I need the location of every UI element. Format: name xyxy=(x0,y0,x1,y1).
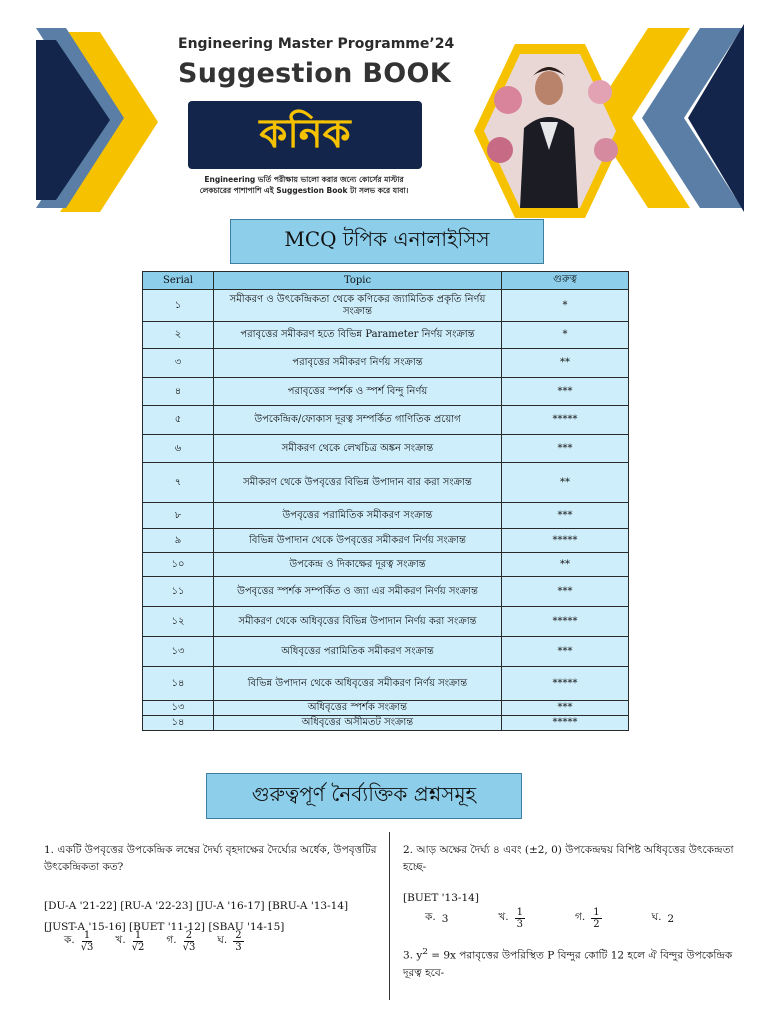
serial-cell: ১৪ xyxy=(143,667,214,701)
topic-cell: উপবৃত্তের স্পর্শক সম্পর্কিত ও জ্যা এর সমীকরণ নির্ণয় সংক্রান্ত xyxy=(214,577,502,607)
table-row xyxy=(143,701,629,716)
question-2 xyxy=(403,842,749,876)
table-row xyxy=(143,577,629,607)
topic-cell: বিভিন্ন উপাদান থেকে অধিবৃত্তের সমীকরণ নির্ণয় সংক্রান্ত xyxy=(214,667,502,701)
question-1-number: 1. xyxy=(44,844,55,856)
importance-cell: *** xyxy=(502,637,629,667)
topic-cell: পরাবৃত্তের সমীকরণ হতে বিভিন্ন Parameter নির্ণয় সংক্রান্ত xyxy=(214,322,502,349)
topic-cell: সমীকরণ ও উৎকেন্দ্রিকতা থেকে কণিকের জ্যামিতিক প্রকৃতি নির্ণয় সংক্রান্ত xyxy=(214,290,502,322)
q1-option-gha: ঘ. $\frac{2}{3}$ xyxy=(217,930,242,953)
topic-cell: সমীকরণ থেকে লেখচিত্র অঙ্কন সংক্রান্ত xyxy=(214,435,502,463)
table-row xyxy=(143,349,629,378)
question-3-number: 3. xyxy=(403,949,414,962)
question-1 xyxy=(44,842,382,876)
serial-cell: ১১ xyxy=(143,577,214,607)
importance-cell: *** xyxy=(502,701,629,716)
table-row xyxy=(143,529,629,553)
table-row xyxy=(143,667,629,701)
topic-cell: অধিবৃত্তের স্পর্শক সংক্রান্ত xyxy=(214,701,502,716)
serial-cell: ১ xyxy=(143,290,214,322)
importance-cell: ***** xyxy=(502,529,629,553)
col-header-topic: Topic xyxy=(214,272,502,290)
importance-cell: * xyxy=(502,322,629,349)
col-header-serial: Serial xyxy=(143,272,214,290)
importance-cell: ***** xyxy=(502,716,629,731)
topic-cell: অধিবৃত্তের পরামিতিক সমীকরণ সংক্রান্ত xyxy=(214,637,502,667)
question-2-number: 2. xyxy=(403,844,414,856)
serial-cell: ৭ xyxy=(143,463,214,503)
importance-cell: * xyxy=(502,290,629,322)
topic-cell: সমীকরণ থেকে অধিবৃত্তের বিভিন্ন উপাদান নির্ণয় করা সংক্রান্ত xyxy=(214,607,502,637)
important-questions-heading: গুরুত্বপূর্ণ নৈর্ব্যক্তিক প্রশ্নসমূহ xyxy=(206,773,522,819)
q2-option-ga: গ. $\frac{1}{2}$ xyxy=(574,907,600,930)
serial-cell: ৯ xyxy=(143,529,214,553)
importance-cell: ** xyxy=(502,463,629,503)
serial-cell: ৫ xyxy=(143,406,214,435)
topic-cell: অধিবৃত্তের অসীমতট সংক্রান্ত xyxy=(214,716,502,731)
question-2-text: আড় অক্ষের দৈর্ঘ্য ৪ এবং (±2, 0) উপকেন্দ্রদ্বয় বিশিষ্ট অধিবৃত্তের উৎকেন্দ্রতা হচ্ছে- xyxy=(403,844,734,873)
subject-title: কনিক xyxy=(259,110,351,157)
topic-cell: উপকেন্দ্র ও দিকাক্ষের দূরত্ব সংক্রান্ত xyxy=(214,553,502,577)
table-row xyxy=(143,463,629,503)
question-1-options xyxy=(64,930,266,953)
question-2-tags: [BUET '13-14] xyxy=(403,892,479,904)
serial-cell: ১৪ xyxy=(143,716,214,731)
question-1-tags: [DU-A '21-22] [RU-A '22-23] [JU-A '16-17] [BRU-A '13-14] [JUST-A '15-16] [BUET '11-12] [SBAU '14-15] xyxy=(44,900,349,933)
serial-cell: ৬ xyxy=(143,435,214,463)
tagline-line-2: লেকচারের পাশাপাশি এই Suggestion Book টা সলভ করে যাবা। xyxy=(199,186,409,195)
q1-option-ga: গ. $\frac{2}{√3}$ xyxy=(166,930,196,953)
book-title: Suggestion BOOK xyxy=(178,58,451,89)
serial-cell: ২ xyxy=(143,322,214,349)
topic-cell: উপকেন্দ্রিক/ফোকাস দূরত্ব সম্পর্কিত গাণিতিক প্রয়োগ xyxy=(214,406,502,435)
importance-cell: *** xyxy=(502,503,629,529)
topic-cell: উপবৃত্তের পরামিতিক সমীকরণ সংক্রান্ত xyxy=(214,503,502,529)
programme-title: Engineering Master Programme’24 xyxy=(178,36,455,52)
tagline xyxy=(176,174,432,196)
importance-cell: *** xyxy=(502,577,629,607)
topic-cell: পরাবৃত্তের স্পর্শক ও স্পর্শ বিন্দু নির্ণয় xyxy=(214,378,502,406)
topic-cell: সমীকরণ থেকে উপবৃত্তের বিভিন্ন উপাদান বার করা সংক্রান্ত xyxy=(214,463,502,503)
table-header-row xyxy=(143,272,629,290)
serial-cell: ১০ xyxy=(143,553,214,577)
serial-cell: ৩ xyxy=(143,349,214,378)
table-row xyxy=(143,378,629,406)
mcq-topic-analysis-heading: MCQ টপিক এনালাইসিস xyxy=(230,219,544,264)
table-row xyxy=(143,290,629,322)
table-row xyxy=(143,607,629,637)
question-2-options xyxy=(425,907,696,930)
importance-cell: ***** xyxy=(502,607,629,637)
importance-cell: ** xyxy=(502,349,629,378)
q1-option-ka: ক. $\frac{1}{√3}$ xyxy=(64,930,94,953)
serial-cell: ১২ xyxy=(143,607,214,637)
table-row xyxy=(143,322,629,349)
serial-cell: ১৩ xyxy=(143,701,214,716)
table-row xyxy=(143,406,629,435)
table-row xyxy=(143,435,629,463)
subject-banner xyxy=(188,101,422,169)
q2-option-kha: খ. $\frac{1}{3}$ xyxy=(498,907,523,930)
serial-cell: ৪ xyxy=(143,378,214,406)
question-3 xyxy=(403,944,749,982)
topic-analysis-table xyxy=(142,271,629,731)
importance-cell: ** xyxy=(502,553,629,577)
question-1-text: একটি উপবৃত্তের উপকেন্দ্রিক লম্বের দৈর্ঘ্য বৃহদাক্ষের দৈর্ঘ্যের অর্ধেক, উপবৃত্তটির উৎকেন্দ্রিকতা কত? xyxy=(44,844,377,873)
column-divider xyxy=(389,832,390,1000)
q2-option-gha: ঘ. 2 xyxy=(651,911,675,925)
q1-option-kha: খ. $\frac{1}{√2}$ xyxy=(115,930,145,953)
table-row xyxy=(143,553,629,577)
table-row xyxy=(143,503,629,529)
table-row xyxy=(143,716,629,731)
importance-cell: ***** xyxy=(502,406,629,435)
table-row xyxy=(143,637,629,667)
topic-cell: পরাবৃত্তের সমীকরণ নির্ণয় সংক্রান্ত xyxy=(214,349,502,378)
serial-cell: ১৩ xyxy=(143,637,214,667)
question-3-exponent: 2 xyxy=(422,947,428,957)
tagline-line-1: Engineering ভর্তি পরীক্ষায় ভালো করার জন্যে কোর্সের মাস্টার xyxy=(204,175,404,184)
serial-cell: ৮ xyxy=(143,503,214,529)
importance-cell: ***** xyxy=(502,667,629,701)
col-header-importance: গুরুত্ব xyxy=(502,272,629,290)
importance-cell: *** xyxy=(502,435,629,463)
q2-option-ka: ক. 3 xyxy=(425,911,449,925)
topic-cell: বিভিন্ন উপাদান থেকে উপবৃত্তের সমীকরণ নির্ণয় সংক্রান্ত xyxy=(214,529,502,553)
question-3-text: = 9x পরাবৃত্তের উপরিস্থিত P বিন্দুর কোটি 12 হলে ঐ বিন্দুর উপকেন্দ্রিক দূরত্ব হবে- xyxy=(403,949,733,979)
importance-cell: *** xyxy=(502,378,629,406)
question-3-var: y xyxy=(416,949,423,962)
